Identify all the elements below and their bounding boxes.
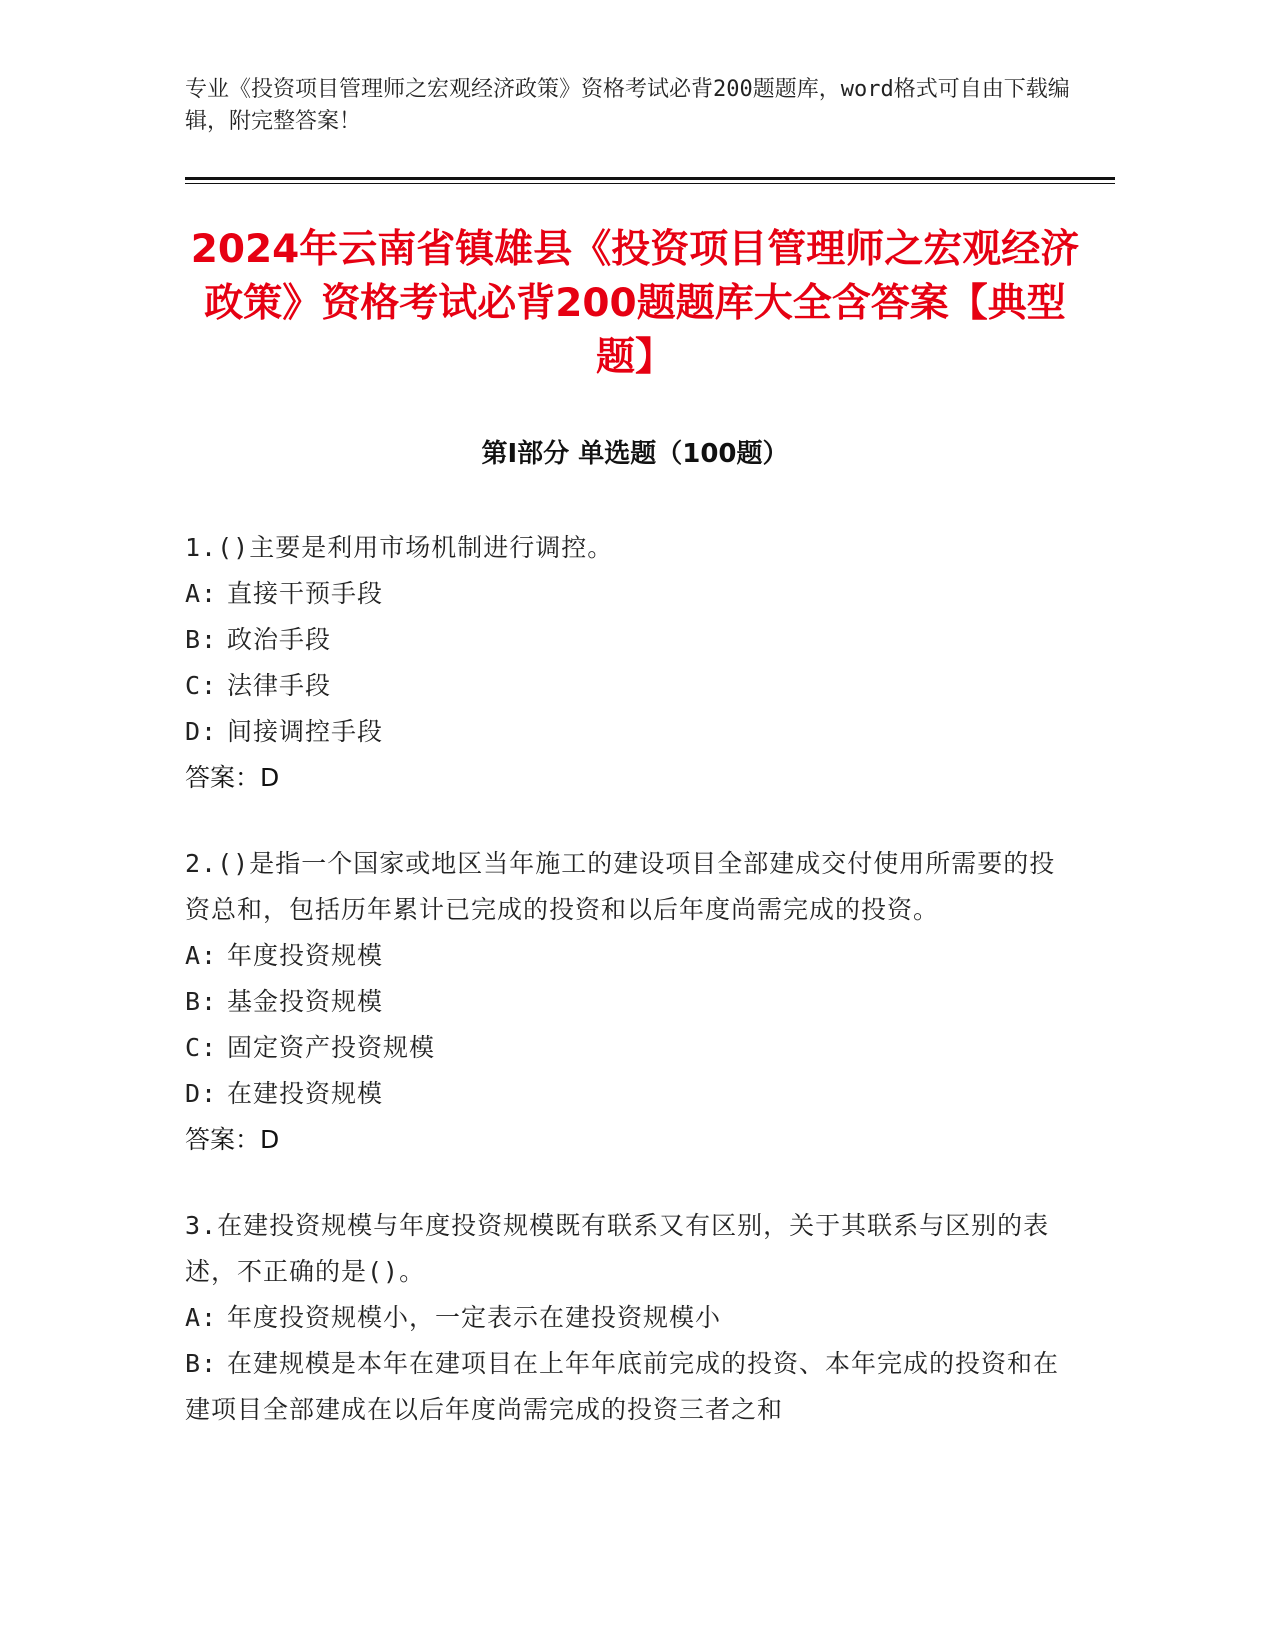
option-letter: B: [185, 1349, 218, 1378]
option-text: 间接调控手段 [227, 717, 384, 746]
option-letter: B: [185, 625, 218, 654]
option-letter: B: [185, 987, 218, 1016]
option-text: 年度投资规模小，一定表示在建投资规模小 [227, 1303, 722, 1332]
question-stem: 3.在建投资规模与年度投资规模既有联系又有区别，关于其联系与区别的表述，不正确的是()。 [185, 1211, 1050, 1286]
option-text: 年度投资规模 [227, 941, 384, 970]
option-letter: C: [185, 1033, 218, 1062]
question-stem: 1.()主要是利用市场机制进行调控。 [185, 533, 614, 562]
option-a [185, 933, 1065, 979]
question-2 [185, 841, 1065, 1163]
answer-value: D [260, 763, 280, 792]
option-a [185, 1295, 1065, 1341]
option-text: 政治手段 [227, 625, 332, 654]
answer-line [185, 755, 1065, 801]
option-letter: A: [185, 941, 218, 970]
option-d [185, 1071, 1065, 1117]
option-text: 在建规模是本年在建项目在上年年底前完成的投资、本年完成的投资和在建项目全部建成在以后年度尚需完成的投资三者之和 [185, 1349, 1060, 1424]
header-rule-thick [185, 177, 1115, 180]
option-letter: D: [185, 1079, 218, 1108]
answer-value: D [260, 1125, 280, 1154]
option-text: 直接干预手段 [227, 579, 384, 608]
option-b [185, 617, 1065, 663]
section-title: 第Ⅰ部分 单选题（100题） [481, 439, 789, 469]
question-stem: 2.()是指一个国家或地区当年施工的建设项目全部建成交付使用所需要的投资总和，包括历年累计已完成的投资和以后年度尚需完成的投资。 [185, 849, 1056, 924]
document-title: 2024年云南省镇雄县《投资项目管理师之宏观经济政策》资格考试必背200题题库大全含答案【典型题】 [190, 227, 1080, 380]
question-list [185, 525, 1065, 1433]
question-spacer [185, 1163, 1065, 1203]
option-letter: A: [185, 579, 218, 608]
option-text: 法律手段 [227, 671, 332, 700]
option-c [185, 1025, 1065, 1071]
header-note: 专业《投资项目管理师之宏观经济政策》资格考试必背200题题库，word格式可自由下载编辑，附完整答案！ [185, 77, 1070, 134]
answer-line [185, 1117, 1065, 1163]
option-c [185, 663, 1065, 709]
option-letter: C: [185, 671, 218, 700]
question-1 [185, 525, 1065, 801]
option-b [185, 979, 1065, 1025]
option-d [185, 709, 1065, 755]
option-text: 在建投资规模 [227, 1079, 384, 1108]
option-text: 基金投资规模 [227, 987, 384, 1016]
answer-label: 答案： [185, 1125, 261, 1154]
header-rule-thin [185, 183, 1115, 184]
question-spacer [185, 801, 1065, 841]
option-letter: A: [185, 1303, 218, 1332]
option-letter: D: [185, 717, 218, 746]
option-a [185, 571, 1065, 617]
option-b [185, 1341, 1065, 1433]
answer-label: 答案： [185, 763, 261, 792]
question-3 [185, 1203, 1065, 1433]
option-text: 固定资产投资规模 [227, 1033, 436, 1062]
